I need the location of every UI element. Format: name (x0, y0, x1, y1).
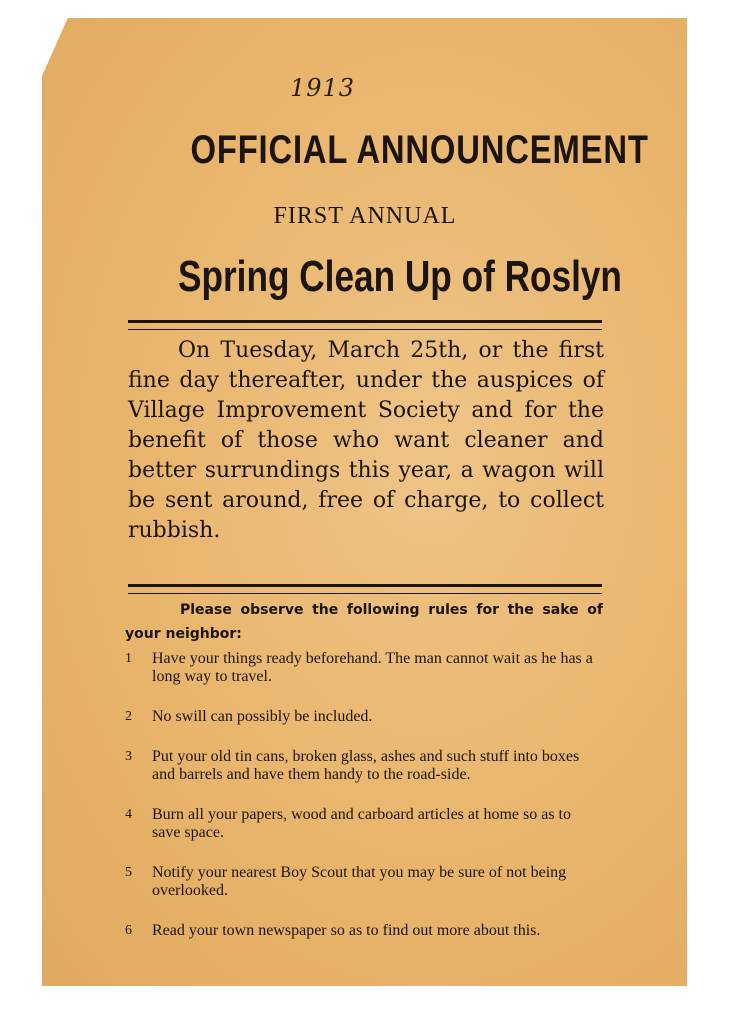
rule-text: Read your town newspaper so as to find out more about this. (152, 922, 541, 939)
rule-text: Burn all your papers, wood and carboard articles at home so as to save space. (152, 806, 571, 841)
rule-number: 1 (125, 651, 132, 666)
rules-intro: Please observe the following rules for the sake of your neighbor: (125, 602, 603, 642)
rule-text: No swill can possibly be included. (152, 708, 373, 725)
bottom-divider (128, 584, 602, 594)
rule-text: Put your old tin cans, broken glass, ashes and such stuff into boxes and barrels and have them handy to the road-side. (152, 748, 580, 783)
headline: OFFICIAL ANNOUNCEMENT (190, 128, 649, 172)
rule-number: 6 (125, 923, 132, 938)
rule-number: 4 (125, 807, 132, 822)
page-title: Spring Clean Up of Roslyn (178, 252, 622, 301)
rule-number: 5 (125, 865, 132, 880)
top-divider (128, 320, 602, 330)
handwritten-year: 1913 (290, 74, 356, 102)
rule-number: 3 (125, 749, 132, 764)
rule-item-4 (125, 806, 603, 842)
rule-text: Notify your nearest Boy Scout that you may be sure of not being overlooked. (152, 864, 567, 899)
rule-text: Have your things ready beforehand. The man cannot wait as he has a long way to travel. (152, 650, 593, 685)
rule-number: 2 (125, 709, 132, 724)
rules-list (125, 650, 603, 962)
subheadline: FIRST ANNUAL (273, 203, 457, 229)
rule-item-5 (125, 864, 603, 900)
rule-item-3 (125, 748, 603, 784)
rule-item-1 (125, 650, 603, 686)
announcement-body: On Tuesday, March 25th, or the first fine day thereafter, under the auspices of Village Improvement Society and for the benefit of those who want cleaner and better surrundings this year, a wagon will be sent around, free of charge, to collect rubbish. (128, 338, 604, 543)
rule-item-6 (125, 922, 603, 940)
rule-item-2 (125, 708, 603, 726)
